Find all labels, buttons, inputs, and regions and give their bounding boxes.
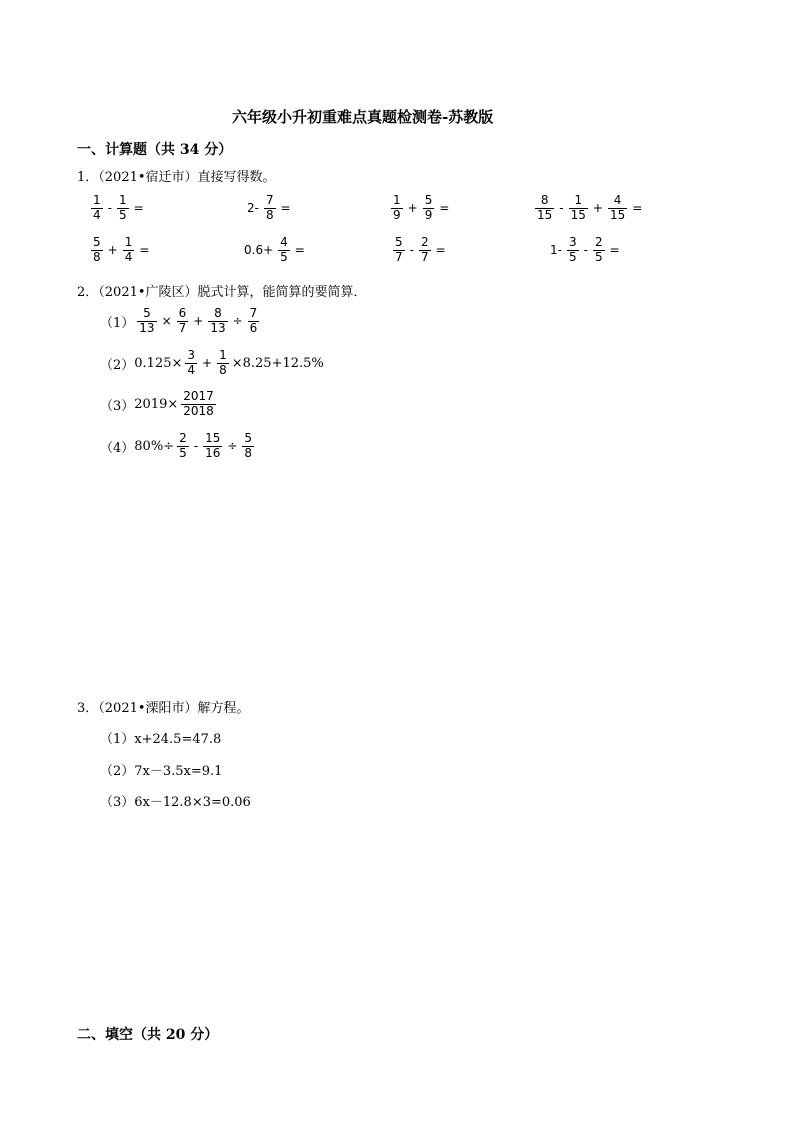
- q2-part-2: （2） 0.125× $\frac{3}{4}$ + $\frac{1}{8}$ ×8.25+12.5%: [100, 348, 324, 377]
- fraction: $\frac{5}{8}$: [93, 235, 101, 264]
- fraction: $\frac{3}{5}$: [568, 235, 577, 264]
- fraction: $\frac{2}{5}$: [594, 235, 603, 264]
- q1-r2-expr-2: 0.6+ $\frac{4}{5}$ =: [244, 235, 305, 264]
- fraction: $\frac{2}{7}$: [420, 235, 429, 264]
- fraction: $\frac{1}{5}$: [118, 193, 127, 222]
- q1-r1-expr-1: $\frac{1}{4}$ - $\frac{1}{5}$ =: [93, 193, 144, 222]
- fraction: $\frac{1}{4}$: [124, 235, 133, 264]
- fraction: $\frac{1}{9}$: [393, 193, 401, 222]
- fraction: $\frac{4}{5}$: [280, 235, 288, 264]
- q1-r2-expr-4: 1- $\frac{3}{5}$ - $\frac{2}{5}$ =: [550, 235, 620, 264]
- q1-r2-expr-3: $\frac{5}{7}$ - $\frac{2}{7}$ =: [395, 235, 446, 264]
- q2-part-1: （1） $\frac{5}{13}$ × $\frac{6}{7}$ + $\frac{8}{13}$ ÷ $\frac{7}{6}$: [100, 306, 258, 335]
- fraction: $\frac{4}{15}$: [609, 193, 626, 222]
- fraction: $\frac{1}{8}$: [219, 348, 227, 377]
- q3-equation-1: （1）x+24.5=47.8: [100, 732, 222, 747]
- fraction: $\frac{5}{13}$: [139, 306, 155, 335]
- fraction: $\frac{15}{16}$: [205, 431, 221, 460]
- fraction: $\frac{8}{13}$: [210, 306, 226, 335]
- question-3-label: 3．（2021•溧阳市）解方程。: [77, 701, 250, 716]
- fraction: $\frac{1}{15}$: [570, 193, 586, 222]
- q3-equation-2: （2）7x－3.5x=9.1: [100, 764, 223, 779]
- fraction: $\frac{8}{15}$: [537, 193, 553, 222]
- q1-r1-expr-3: $\frac{1}{9}$ + $\frac{5}{9}$ =: [393, 193, 450, 222]
- question-1-label: 1．（2021•宿迁市）直接写得数。: [77, 170, 276, 185]
- section-fill-in-heading: 二、填空（共 20 分）: [77, 1027, 219, 1043]
- q2-part-4: （4） 80%÷ $\frac{2}{5}$ - $\frac{15}{16}$ ÷ $\frac{5}{8}$: [100, 431, 253, 460]
- q2-part-3: （3） 2019× $\frac{2017}{2018}$: [100, 389, 214, 418]
- q1-r1-expr-4: $\frac{8}{15}$ - $\frac{1}{15}$ + $\frac{4}{15}$ =: [537, 193, 643, 222]
- q3-equation-3: （3）6x－12.8×3=0.06: [100, 795, 251, 810]
- fraction: $\frac{3}{4}$: [187, 348, 196, 377]
- q1-r2-expr-1: $\frac{5}{8}$ + $\frac{1}{4}$ =: [93, 235, 150, 264]
- question-2-label: 2．（2021•广陵区）脱式计算，能简算的要简算．: [77, 285, 367, 300]
- fraction: $\frac{1}{4}$: [93, 193, 101, 222]
- fraction: $\frac{6}{7}$: [178, 306, 187, 335]
- fraction: $\frac{2017}{2018}$: [183, 389, 214, 418]
- q1-r1-expr-2: 2- $\frac{7}{8}$ =: [247, 193, 291, 222]
- section-calculation-heading: 一、计算题（共 34 分）: [77, 142, 233, 158]
- fraction: $\frac{5}{9}$: [424, 193, 433, 222]
- fraction: $\frac{7}{6}$: [249, 306, 258, 335]
- fraction: $\frac{7}{8}$: [265, 193, 274, 222]
- fraction: $\frac{5}{7}$: [395, 235, 403, 264]
- fraction: $\frac{5}{8}$: [244, 431, 253, 460]
- page-title: 六年级小升初重难点真题检测卷-苏教版: [232, 108, 494, 126]
- fraction: $\frac{2}{5}$: [179, 431, 187, 460]
